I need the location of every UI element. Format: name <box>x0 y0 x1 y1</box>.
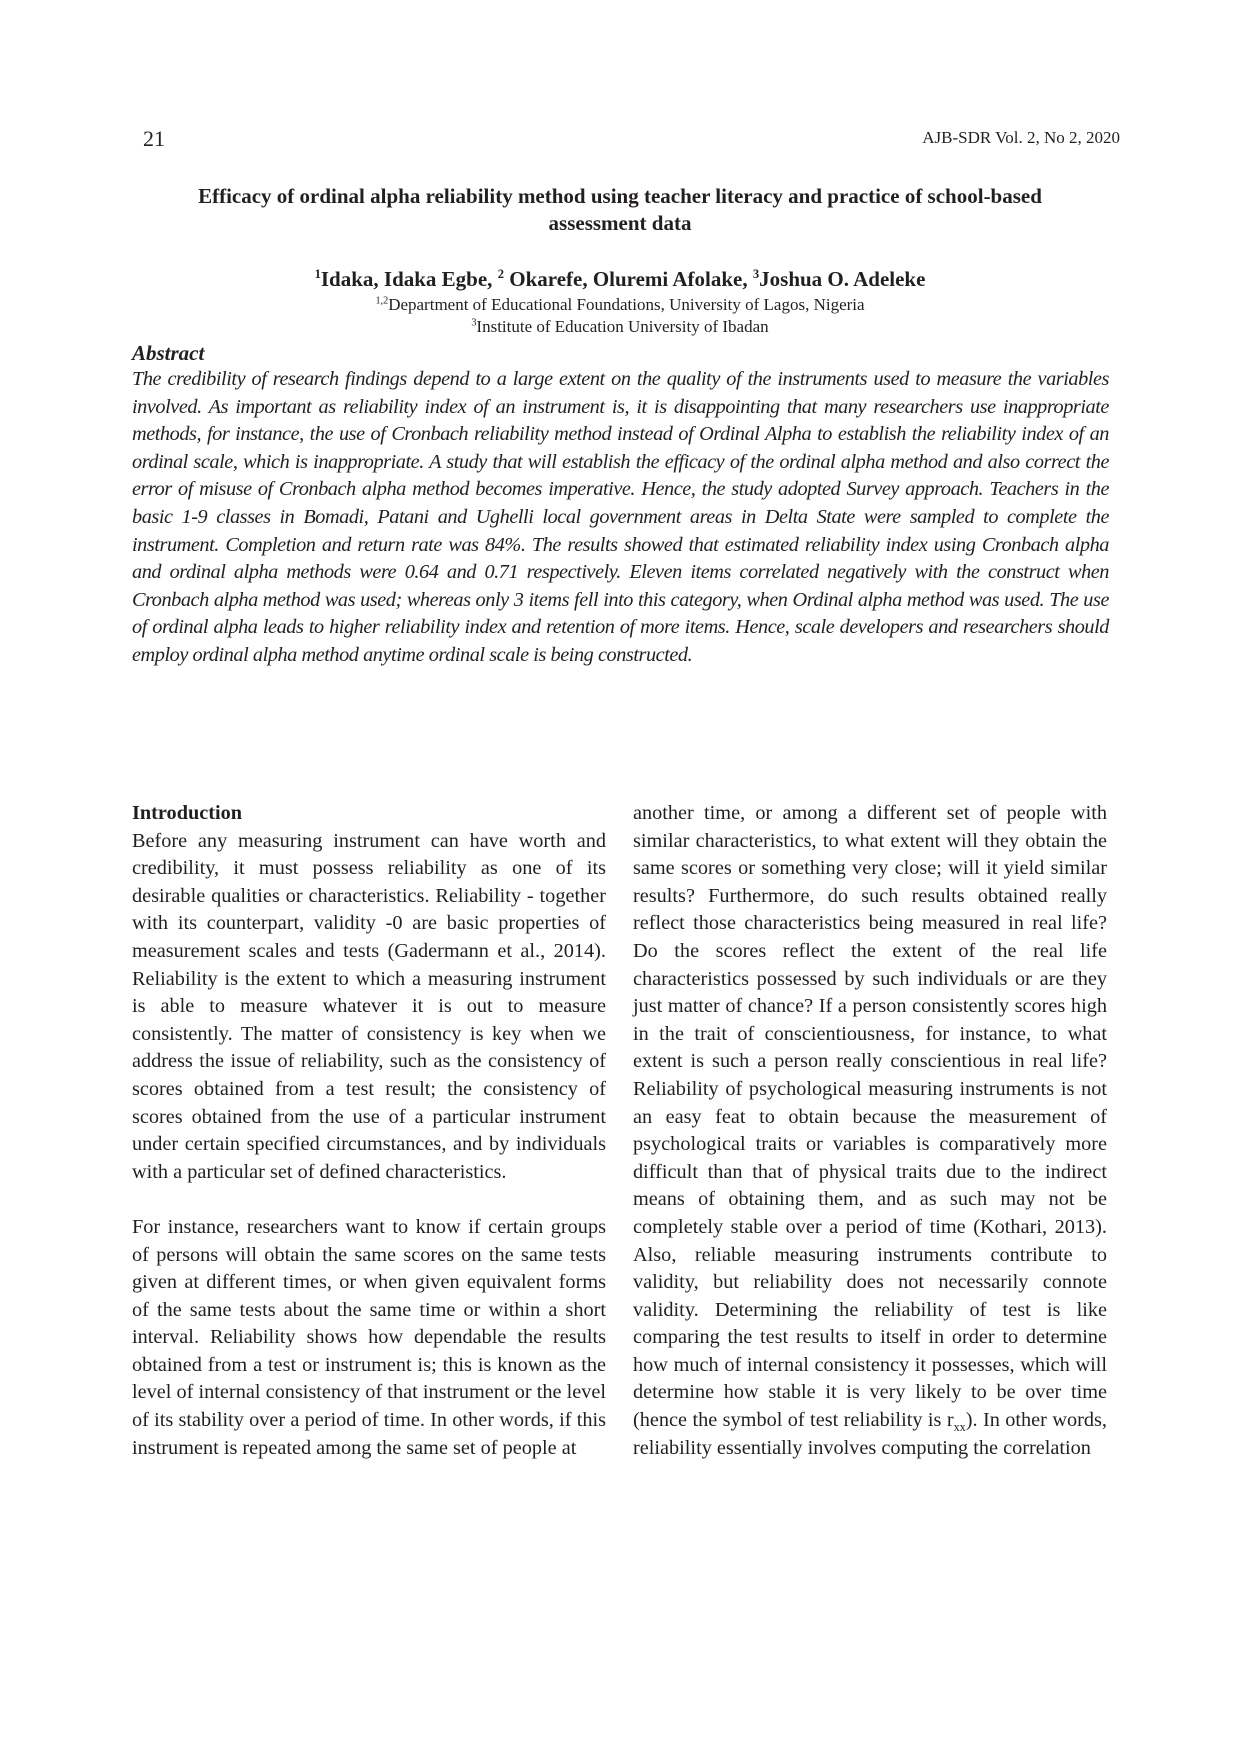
abstract-heading: Abstract <box>132 341 205 365</box>
author-1-name: Idaka, Idaka Egbe, <box>320 267 498 291</box>
introduction-paragraph-continued <box>633 800 1107 1462</box>
affiliation-2 <box>150 316 1090 338</box>
paragraph-spacer <box>132 1186 606 1214</box>
introduction-paragraph-1: Before any measuring instrument can have worth and credibility, it must possess reliability as one of its desirable qualities or characteristics. Reliability - together with its counterpart, validity -0 are basic properties of measurement scales and tests (Gadermann et al., 2014). Reliability is the extent to which a measuring instrument is able to measure whatever it is out to measure consistently. The matter of consistency is key when we address the issue of reliability, such as the consistency of scores obtained from a test result; the consistency of scores obtained from the use of a particular instrument under certain specified circumstances, and by individuals with a particular set of defined characteristics. <box>132 829 606 1183</box>
affiliation-1 <box>150 294 1090 316</box>
affiliation-1-text: Department of Educational Foundations, University of Lagos, Nigeria <box>388 295 865 314</box>
paragraph-text-after-subscript: ). In other words, reliability essentially involves computing the correlation <box>633 1409 1107 1459</box>
author-2-superscript: 2 <box>497 267 504 281</box>
running-head: AJB-SDR Vol. 2, No 2, 2020 <box>922 128 1120 147</box>
reliability-symbol-subscript: xx <box>953 1420 966 1435</box>
introduction-heading: Introduction <box>132 802 243 824</box>
introduction-paragraph-2: For instance, researchers want to know if certain groups of persons will obtain the same scores on the same tests given at different times, or when given equivalent forms of the same tests about the same time or within a short interval. Reliability shows how dependable the results obtained from a test or instrument is; this is known as the level of internal consistency of that instrument or the level of its stability over a period of time. In other words, if this instrument is repeated among the same set of people at <box>132 1215 606 1459</box>
abstract-body: The credibility of research findings depend to a large extent on the quality of the instruments used to measure the variables involved. As important as reliability index of an instrument is, it is disappointing that many researchers use inappropriate methods, for instance, the use of Cronbach reliability method instead of Ordinal Alpha to establish the reliability index of an ordinal scale, which is inappropriate. A study that will establish the efficacy of the ordinal alpha method and also correct the error of misuse of Cronbach alpha method becomes imperative. Hence, the study adopted Survey approach. Teachers in the basic 1-9 classes in Bomadi, Patani and Ughelli local government areas in Delta State were sampled to complete the instrument. Completion and return rate was 84%. The results showed that estimated reliability index using Cronbach alpha and ordinal alpha methods were 0.64 and 0.71 respectively. Eleven items correlated negatively with the construct when Cronbach alpha method was used; whereas only 3 items fell into this category, when Ordinal alpha method was used. The use of ordinal alpha leads to higher reliability index and retention of more items. Hence, scale developers and researchers should employ ordinal alpha method anytime ordinal scale is being constructed. <box>132 368 1109 666</box>
page-number: 21 <box>143 126 165 151</box>
author-3-name: Joshua O. Adeleke <box>759 267 926 291</box>
paragraph-text-before-subscript: another time, or among a different set of people with similar characteristics, to what extent will they obtain the same scores or something very close; will it yield similar results? Furthermore, do such results obtained really reflect those characteristics being measured in real life? Do the scores reflect the extent of the real life characteristics possessed by such individuals or are they just matter of chance? If a person consistently scores high in the trait of conscientiousness, for instance, to what extent is such a person really conscientious in real life? Reliability of psychological measuring instruments is not an easy feat to obtain because the measurement of psychological traits or variables is comparatively more difficult than that of physical traits due to the indirect means of obtaining them, and as such may not be completely stable over a period of time (Kothari, 2013). Also, reliable measuring instruments contribute to validity, but reliability does not necessarily connote validity. Determining the reliability of test is like comparing the test results to itself in order to determine how much of internal consistency it possesses, which will determine how stable it is very likely to be over time (hence the symbol of test reliability is r <box>633 802 1107 1432</box>
right-column <box>633 800 1107 1462</box>
author-2-name: Okarefe, Oluremi Afolake, <box>503 267 753 291</box>
author-1-superscript: 1 <box>314 267 321 281</box>
article-title: Efficacy of ordinal alpha reliability method using teacher literacy and practice of school-based assessment data <box>198 184 1042 235</box>
affiliation-2-text: Institute of Education University of Ibadan <box>476 317 769 336</box>
author-3-superscript: 3 <box>752 267 760 281</box>
affiliation-2-superscript: 3 <box>471 317 477 329</box>
author-list <box>150 266 1090 292</box>
affiliation-1-superscript: 1,2 <box>375 295 389 307</box>
left-column <box>132 800 606 1462</box>
